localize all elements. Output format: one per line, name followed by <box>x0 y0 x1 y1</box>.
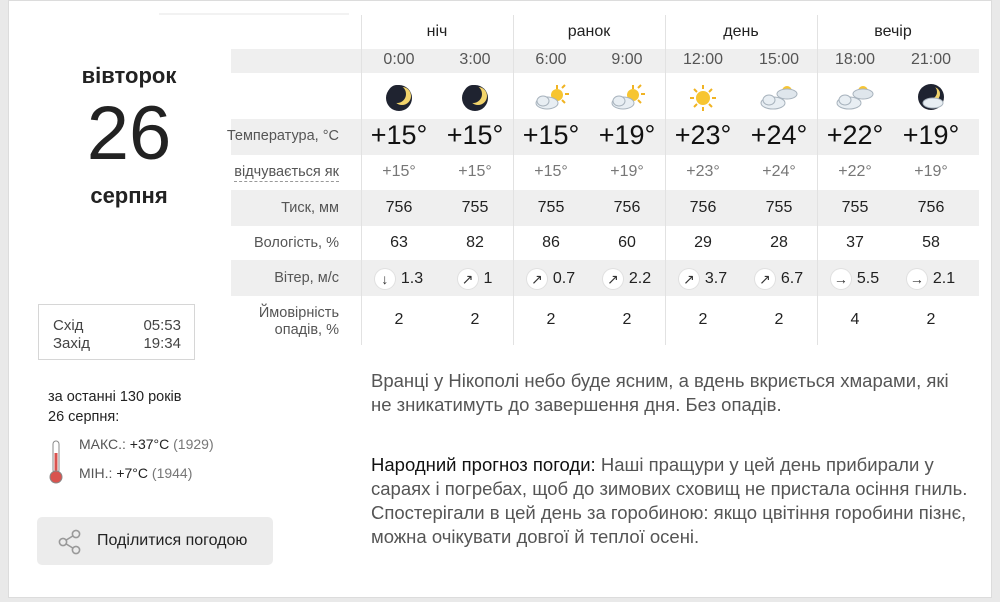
humidity-label: Вологість, % <box>253 235 339 251</box>
hour-feels-like: +19° <box>610 163 644 180</box>
hour-feels-like: +15° <box>534 163 568 180</box>
top-divider <box>159 13 349 15</box>
wind-speed: 6.7 <box>780 270 804 287</box>
history-caption <box>48 387 181 427</box>
hour-wind <box>665 269 741 293</box>
hour-feels-like: +19° <box>914 163 948 180</box>
moon-icon <box>379 83 419 113</box>
moon-icon <box>455 83 495 113</box>
hour-time: 18:00 <box>834 51 876 68</box>
sunrise-label: Схід <box>53 317 84 334</box>
hour-wind <box>513 269 589 293</box>
weather-icon-cell <box>589 83 665 117</box>
sunrise-time: 05:53 <box>143 317 181 334</box>
hour-feels-like: +15° <box>382 163 416 180</box>
hour-precipitation: 2 <box>926 311 936 328</box>
wind-speed: 2.2 <box>628 270 652 287</box>
hour-wind <box>437 269 513 293</box>
record-max <box>79 436 214 452</box>
hour-precipitation: 4 <box>850 311 860 328</box>
hour-precipitation: 2 <box>546 311 556 328</box>
hour-humidity: 63 <box>390 234 408 251</box>
sun-cloud-icon <box>607 83 647 113</box>
sun-icon <box>683 83 723 113</box>
moon-cloud-icon <box>911 83 951 113</box>
weather-icon-cell <box>665 83 741 117</box>
hour-pressure: 755 <box>841 199 869 216</box>
hour-humidity: 29 <box>694 234 712 251</box>
hour-precipitation: 2 <box>698 311 708 328</box>
hour-time: 0:00 <box>383 51 415 68</box>
hour-feels-like: +23° <box>686 163 720 180</box>
weather-icon-cell <box>513 83 589 117</box>
hour-feels-like: +24° <box>762 163 796 180</box>
period-evening: вечір <box>874 23 912 40</box>
hour-feels-like: +22° <box>838 163 872 180</box>
weather-icon-cell <box>893 83 969 117</box>
day-number: 26 <box>86 91 172 176</box>
folk-forecast <box>371 453 981 549</box>
hour-precipitation: 2 <box>394 311 404 328</box>
hour-wind <box>893 269 969 293</box>
hour-pressure: 756 <box>385 199 413 216</box>
hour-humidity: 60 <box>618 234 636 251</box>
wind-direction-icon: → <box>907 269 927 289</box>
sunrise-row <box>53 317 181 334</box>
wind-speed: 0.7 <box>552 270 576 287</box>
wind-speed: 3.7 <box>704 270 728 287</box>
hour-wind <box>741 269 817 293</box>
record-max-label: МАКС.: <box>79 436 126 452</box>
weather-icon-cell <box>817 83 893 117</box>
sunset-label: Захід <box>53 335 90 352</box>
hour-temperature: +22° <box>826 120 884 150</box>
temperature-label: Температура, °С <box>226 128 339 144</box>
hour-precipitation: 2 <box>622 311 632 328</box>
hour-humidity: 86 <box>542 234 560 251</box>
hour-pressure: 755 <box>461 199 489 216</box>
record-min-label: МІН.: <box>79 465 113 481</box>
hour-temperature: +19° <box>902 120 960 150</box>
weather-card <box>8 0 992 598</box>
share-button[interactable] <box>37 517 273 565</box>
wind-speed: 2.1 <box>932 270 956 287</box>
hour-feels-like: +15° <box>458 163 492 180</box>
period-morning: ранок <box>567 23 611 40</box>
hour-pressure: 755 <box>765 199 793 216</box>
hour-pressure: 756 <box>917 199 945 216</box>
wind-label: Вітер, м/с <box>274 270 339 286</box>
hour-pressure: 755 <box>537 199 565 216</box>
sunset-row <box>53 335 181 352</box>
weather-icon-cell <box>741 83 817 117</box>
pressure-label: Тиск, мм <box>281 200 339 216</box>
thermometer-icon <box>47 439 65 485</box>
hour-pressure: 756 <box>689 199 717 216</box>
wind-direction-icon: ↗ <box>755 269 775 289</box>
hour-time: 21:00 <box>910 51 952 68</box>
folk-forecast-title: Народний прогноз погоди: <box>371 454 596 475</box>
folk-forecast-text: Наші пращури у цей день прибирали у сараях і погребах, щоб до зимових сховищ не пристала осіння гниль. Спостерігали в цей день за горобиною: якщо цвітіння горобини пізнє, можна очікувати довгої й теплої осені. <box>371 454 968 547</box>
sun-cloud-icon <box>531 83 571 113</box>
feels-like-label[interactable]: відчувається як <box>234 164 339 180</box>
hour-wind <box>817 269 893 293</box>
hour-temperature: +15° <box>370 120 428 150</box>
share-icon <box>57 529 83 555</box>
weather-icon-cell <box>361 83 437 117</box>
hour-wind <box>361 269 437 293</box>
period-day: день <box>723 23 759 40</box>
hour-humidity: 58 <box>922 234 940 251</box>
record-max-year: (1929) <box>173 436 214 452</box>
hour-temperature: +24° <box>750 120 808 150</box>
day-name: вівторок <box>81 63 177 88</box>
wind-direction-icon: ↗ <box>679 269 699 289</box>
hour-temperature: +23° <box>674 120 732 150</box>
precip-label-line2: опадів, % <box>274 322 339 338</box>
sunset-time: 19:34 <box>143 335 181 352</box>
hour-temperature: +15° <box>522 120 580 150</box>
record-min-value: +7°C <box>116 465 149 481</box>
hour-precipitation: 2 <box>470 311 480 328</box>
hour-precipitation: 2 <box>774 311 784 328</box>
history-line1: за останні 130 років <box>48 389 182 405</box>
hour-humidity: 82 <box>466 234 484 251</box>
hour-temperature: +15° <box>446 120 504 150</box>
wind-direction-icon: ↓ <box>375 269 395 289</box>
wind-direction-icon: ↗ <box>458 269 478 289</box>
wind-direction-icon: → <box>831 269 851 289</box>
hour-wind <box>589 269 665 293</box>
hour-time: 9:00 <box>611 51 643 68</box>
hour-humidity: 28 <box>770 234 788 251</box>
record-min <box>79 465 192 481</box>
hour-pressure: 756 <box>613 199 641 216</box>
hour-time: 3:00 <box>459 51 491 68</box>
history-line2: 26 серпня: <box>48 409 120 425</box>
hour-time: 12:00 <box>682 51 724 68</box>
weather-icon-cell <box>437 83 513 117</box>
hour-humidity: 37 <box>846 234 864 251</box>
hour-time: 6:00 <box>535 51 567 68</box>
forecast-description: Вранці у Нікополі небо буде ясним, а вдень вкриється хмарами, які не зникатимуть до завершення дня. Без опадів. <box>371 370 949 415</box>
sun-times-box <box>38 304 195 360</box>
month-name: серпня <box>90 183 168 208</box>
share-button-label: Поділитися погодою <box>97 532 248 549</box>
sun-clouds-icon <box>757 83 801 113</box>
record-min-year: (1944) <box>151 465 193 481</box>
wind-direction-icon: ↗ <box>603 269 623 289</box>
wind-speed: 1.3 <box>400 270 424 287</box>
hour-temperature: +19° <box>598 120 656 150</box>
hour-time: 15:00 <box>758 51 800 68</box>
precip-label <box>259 305 339 339</box>
precip-label-line1: Ймовірність <box>258 305 339 321</box>
wind-direction-icon: ↗ <box>527 269 547 289</box>
wind-speed: 1 <box>483 270 493 287</box>
period-night: ніч <box>426 23 448 40</box>
wind-speed: 5.5 <box>856 270 880 287</box>
record-max-value: +37°C <box>129 436 170 452</box>
sun-clouds-icon <box>833 83 877 113</box>
